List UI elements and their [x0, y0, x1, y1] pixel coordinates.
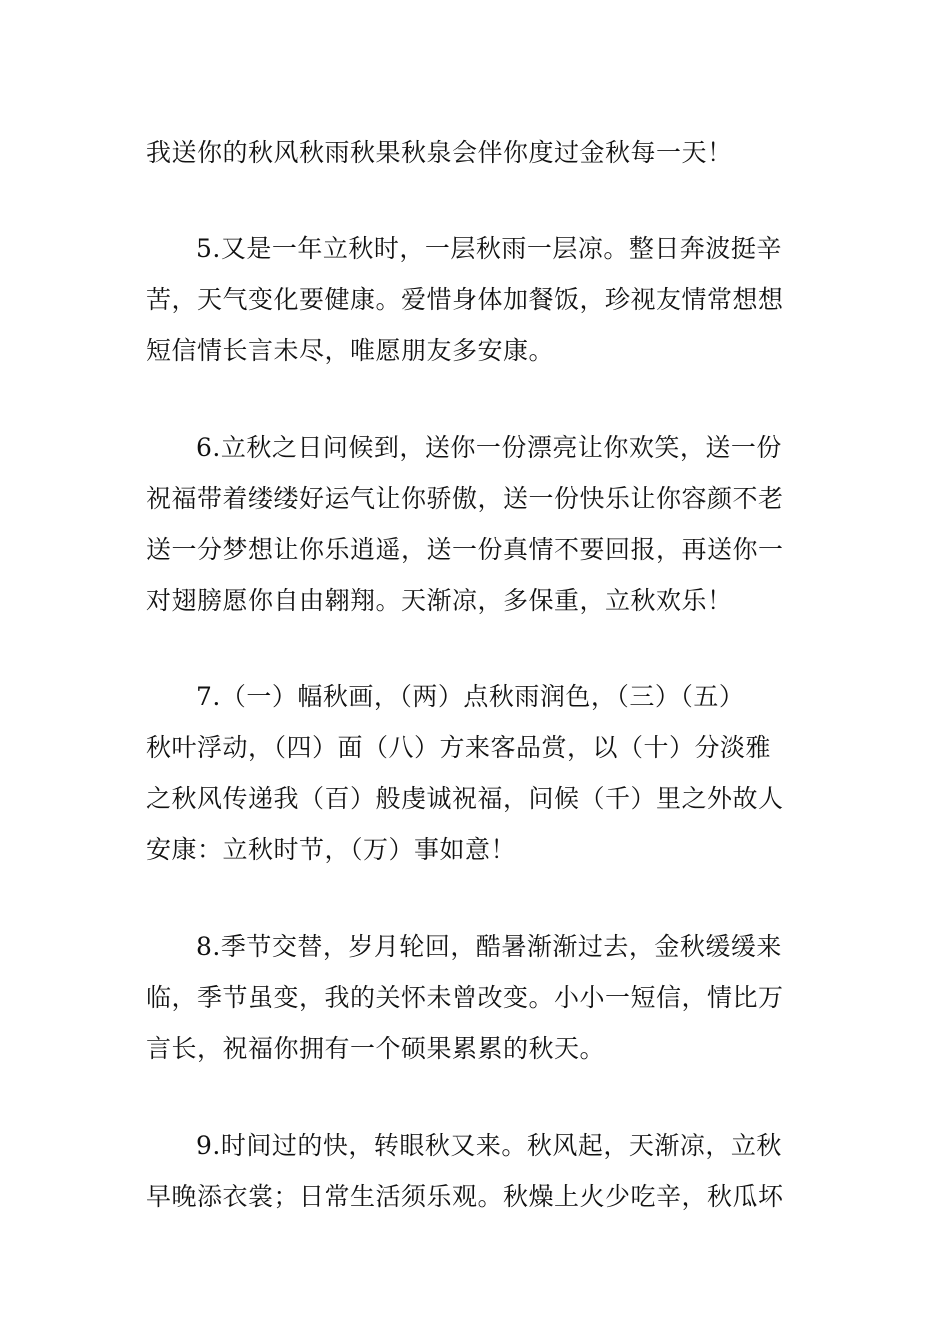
text-line: 我送你的秋风秋雨秋果秋泉会伴你度过金秋每一天！ — [146, 138, 733, 167]
paragraph-9-line-2: 早晚添衣裳；日常生活须乐观。秋燥上火少吃辛，秋瓜坏 — [146, 1182, 784, 1211]
paragraph-8-line-2: 临，季节虽变，我的关怀未曾改变。小小一短信，情比万 — [146, 983, 784, 1012]
paragraph-5-line-1: 5.又是一年立秋时，一层秋雨一层凉。整日奔波挺辛 — [196, 234, 782, 263]
paragraph-7-line-1: 7.（一）幅秋画，（两）点秋雨润色，（三）（五） — [196, 682, 745, 711]
paragraph-7-line-3: 之秋风传递我（百）般虔诚祝福，问候（千）里之外故人 — [146, 784, 784, 813]
paragraph-6-line-1: 6.立秋之日问候到，送你一份漂亮让你欢笑，送一份 — [196, 433, 782, 462]
paragraph-6-line-3: 送一分梦想让你乐逍遥，送一份真情不要回报，再送你一 — [146, 535, 784, 564]
paragraph-5-line-3: 短信情长言未尽，唯愿朋友多安康。 — [146, 336, 555, 365]
paragraph-8-line-3: 言长，祝福你拥有一个硕果累累的秋天。 — [146, 1034, 606, 1063]
paragraph-5-line-2: 苦，天气变化要健康。爱惜身体加餐饭，珍视友情常想想 — [146, 285, 784, 314]
paragraph-7-line-4: 安康：立秋时节，（万）事如意！ — [146, 835, 517, 864]
paragraph-9-line-1: 9.时间过的快，转眼秋又来。秋风起，天渐凉，立秋 — [196, 1131, 782, 1160]
paragraph-6-line-4: 对翅膀愿你自由翱翔。天渐凉，多保重，立秋欢乐！ — [146, 586, 733, 615]
paragraph-8-line-1: 8.季节交替，岁月轮回，酷暑渐渐过去，金秋缓缓来 — [196, 932, 782, 961]
paragraph-6-line-2: 祝福带着缕缕好运气让你骄傲，送一份快乐让你容颜不老 — [146, 484, 784, 513]
paragraph-7-line-2: 秋叶浮动，（四）面（八）方来客品赏，以（十）分淡雅 — [146, 733, 772, 762]
